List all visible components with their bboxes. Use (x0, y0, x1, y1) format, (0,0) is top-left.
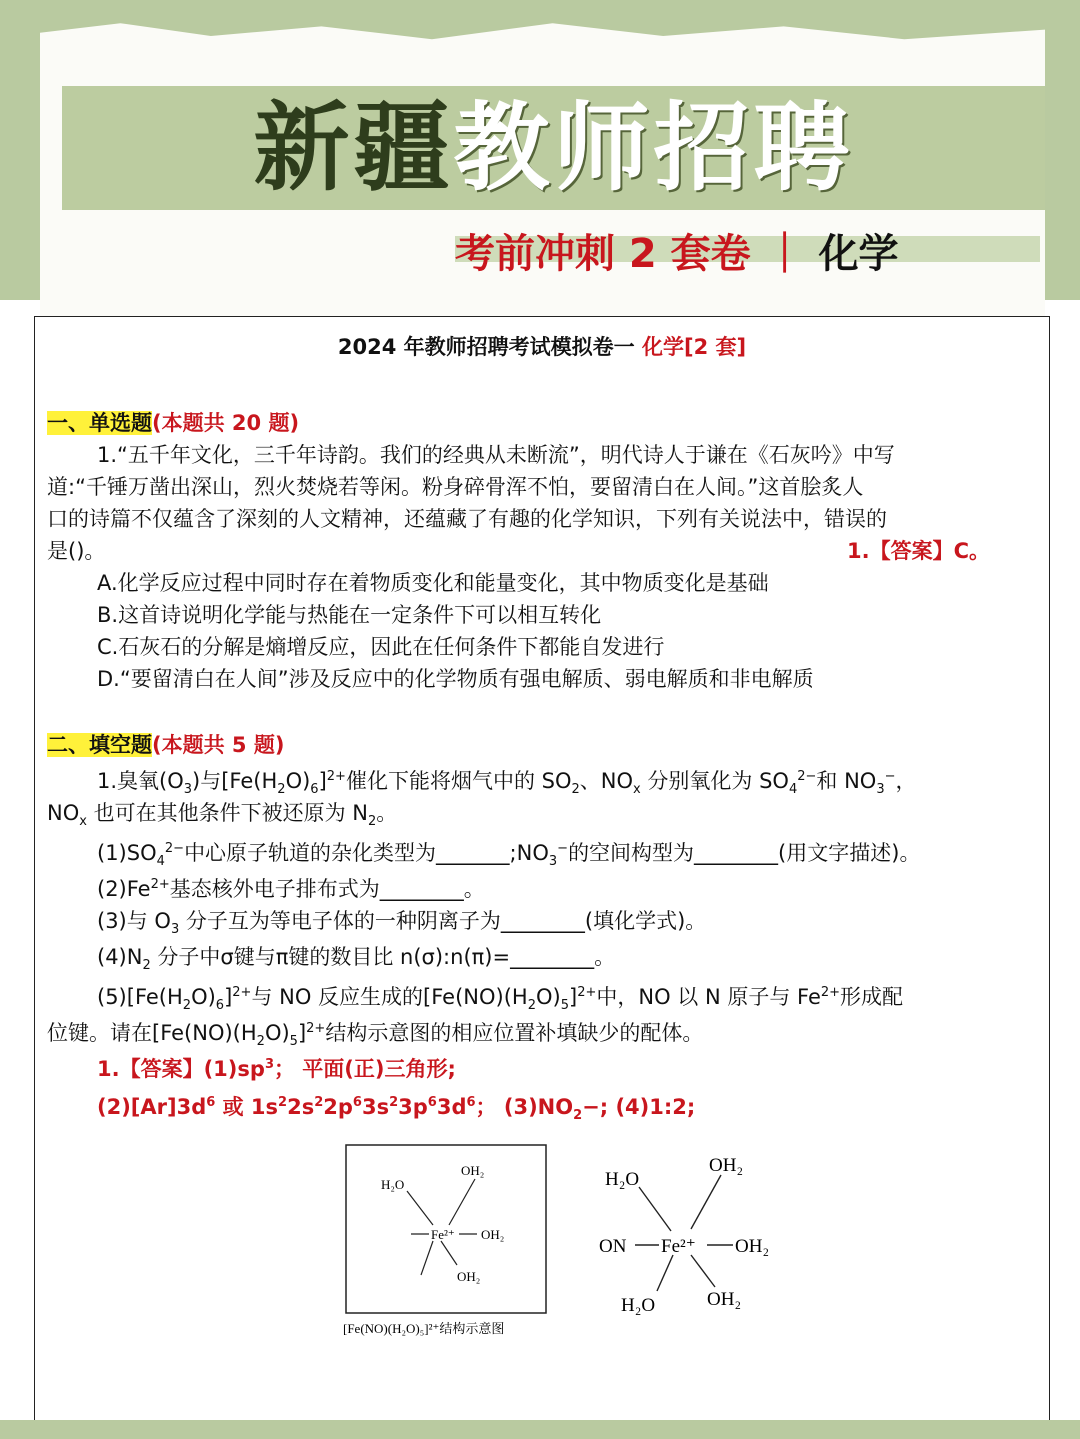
diagram-caption: [Fe(NO)(H₂O)₅]²⁺结构示意图 (343, 1321, 505, 1336)
doc-title-subject: 化学[2 套] (641, 335, 747, 359)
question-text-line: 道:“千锤万凿出深山，烈火焚烧若等闲。粉身碎骨浑不怕，要留清白在人间。”这首脍炙人 (47, 475, 864, 499)
bond-line (691, 1255, 715, 1287)
subscript: 5 (560, 998, 569, 1014)
subscript: 6 (215, 998, 225, 1014)
subscript: 2 (182, 998, 192, 1014)
section-note: (本题共 20 题) (152, 411, 300, 435)
bond-line (441, 1241, 457, 1265)
option-c: C.石灰石的分解是熵增反应，因此在任何条件下都能自发进行 (97, 635, 665, 659)
bond-line (639, 1187, 671, 1231)
superscript: 2+ (577, 985, 597, 1000)
option-d: D.“要留清白在人间”涉及反应中的化学物质有强电解质、弱电解质和非电解质 (97, 667, 814, 691)
superscript: 3 (264, 1057, 274, 1072)
option-a: A.化学反应过程中同时存在着物质变化和能量变化，其中物质变化是基础 (97, 571, 769, 595)
fill-subquestion-3: (3)与 $O_3$ 分子互为等电子体的一种阴离子为________(填化学式)。 (97, 909, 707, 938)
fill-subquestion-1: $(1)SO_4^{2-}$中心原子轨道的杂化类型为$\_\_\_\_\_\_\_;NO_3^-$的空间构型为________(用文字描述)。 (97, 841, 921, 870)
superscript: 2− (164, 841, 185, 856)
ligand-h2o: H₂O (381, 1177, 405, 1192)
ligand-oh2-bottom-right: OH₂ (707, 1289, 742, 1310)
superscript: 6 (427, 1095, 437, 1110)
fill-question-line: $NO_x$ 也可在其他条件下被还原为 $N_2$。 (47, 801, 398, 830)
subscript: 2 (527, 998, 536, 1014)
section-label: 一、单选题 (47, 411, 152, 435)
superscript: 2+ (150, 877, 170, 892)
superscript: 2+ (820, 985, 841, 1000)
bond-line (691, 1175, 721, 1229)
section-label: 二、填空题 (47, 733, 152, 757)
central-fe: Fe²⁺ (431, 1227, 455, 1242)
structure-diagram-question (341, 1141, 581, 1351)
subscript: 2 (571, 782, 580, 798)
question-text-line: 口的诗篇不仅蕴含了深刻的人文精神，还蕴藏了有趣的化学知识，下列有关说法中，错误的 (47, 507, 887, 531)
structure-diagram-answer (595, 1145, 795, 1325)
subscript: x (79, 814, 87, 830)
subtitle-subject: 化学 (818, 231, 899, 277)
ligand-h2o-top-left: H₂O (605, 1169, 640, 1190)
ligand-oh2-top: OH₂ (461, 1163, 485, 1178)
answer-fill-line1: 1.【答案】$(1)sp^3$； 平面(正)三角形; (97, 1057, 456, 1081)
page-title (62, 86, 1045, 210)
superscript: 6 (206, 1095, 216, 1110)
subtitle (455, 222, 899, 279)
section-single-choice (47, 407, 299, 437)
superscript: 2+ (326, 769, 346, 784)
fill-subquestion-4: $(4)N_2$ 分子中σ键与π键的数目比 n(σ):n(π)=________。 (97, 945, 616, 974)
bond-line (657, 1255, 673, 1291)
subscript: 3 (548, 854, 558, 870)
superscript: − (557, 841, 569, 856)
subscript: 4 (788, 782, 798, 798)
ligand-oh2-right: OH₂ (735, 1236, 770, 1257)
superscript: 2+ (306, 1021, 326, 1036)
ligand-oh2-right: OH₂ (481, 1227, 505, 1242)
superscript: 6 (466, 1095, 476, 1110)
doc-title (35, 331, 1049, 361)
superscript: 2 (389, 1095, 399, 1110)
title-part1: 新疆 (253, 92, 454, 204)
superscript: 2− (797, 769, 817, 784)
subscript: 2 (142, 958, 151, 974)
superscript: 6 (352, 1095, 362, 1110)
fill-question-line: 位键。请在$[Fe(NO)(H_2O)_5]^{2+}$结构示意图的相应位置补填缺少的配体。 (47, 1021, 704, 1050)
central-fe: Fe²⁺ (661, 1236, 696, 1257)
ligand-h2o-bottom-left: H₂O (621, 1295, 656, 1316)
exam-document (34, 316, 1050, 1422)
subscript: 3 (183, 782, 193, 798)
doc-title-main: 2024 年教师招聘考试模拟卷一 (337, 335, 642, 359)
superscript: − (884, 769, 896, 784)
subscript: x (633, 782, 641, 798)
torn-paper-bottom (0, 1420, 1080, 1439)
subscript: 4 (156, 854, 165, 870)
subscript: 3 (170, 922, 180, 938)
subscript: 2 (368, 814, 377, 830)
question-text-line: 是()。 (47, 539, 106, 563)
superscript: 2+ (232, 985, 252, 1000)
superscript: 2 (314, 1095, 324, 1110)
subscript: 6 (310, 782, 319, 798)
section-fill-blank (47, 729, 284, 759)
option-b: B.这首诗说明化学能与热能在一定条件下可以相互转化 (97, 603, 602, 627)
title-part2: 教师招聘 (453, 92, 854, 204)
fill-subquestion-5: $(5)[Fe(H_2O)_6]^{2+}$与 NO 反应生成的$[Fe(NO)(H_2O)_5]^{2+}$中，NO 以 N 原子与 $Fe^{2+}$形成配 (97, 985, 904, 1014)
question-text-line: 1.“五千年文化，三千年诗韵。我们的经典从未断流”，明代诗人于谦在《石灰吟》中写 (97, 443, 895, 467)
subscript: 2 (573, 1108, 583, 1124)
subscript: 2 (256, 1034, 265, 1050)
ligand-oh2-bottom: OH₂ (457, 1269, 481, 1284)
bond-line (449, 1179, 475, 1225)
answer-fill-line2: $(2)[Ar]3d^6$ 或 $1s^22s^22p^63s^23p^63d^6$； $(3)NO_2-$; (4)1:2; (97, 1095, 696, 1124)
ligand-oh2-top: OH₂ (709, 1155, 744, 1176)
subscript: 5 (289, 1034, 298, 1050)
subtitle-separator: ｜ (764, 231, 805, 277)
superscript: 2 (278, 1095, 288, 1110)
bond-line (407, 1191, 433, 1225)
fill-question-line: 1.臭氧$(O_3)$与$[Fe(H_2O)_6]^{2+}$催化下能将烟气中的 $SO_2$、$NO_x$ 分别氧化为 $SO_4^{2-}$和 $NO_3^-$， (97, 769, 917, 798)
section-note: (本题共 5 题) (152, 733, 285, 757)
answer-q1: 1.【答案】C。 (847, 539, 991, 563)
fill-subquestion-2: $(2)Fe^{2+}$基态核外电子排布式为________。 (97, 877, 485, 901)
subscript: 3 (876, 782, 885, 798)
ligand-no: ON (599, 1236, 627, 1257)
subtitle-red: 考前冲刺 2 套卷 (455, 231, 751, 277)
subscript: 2 (277, 782, 286, 798)
bond-line (421, 1241, 433, 1275)
